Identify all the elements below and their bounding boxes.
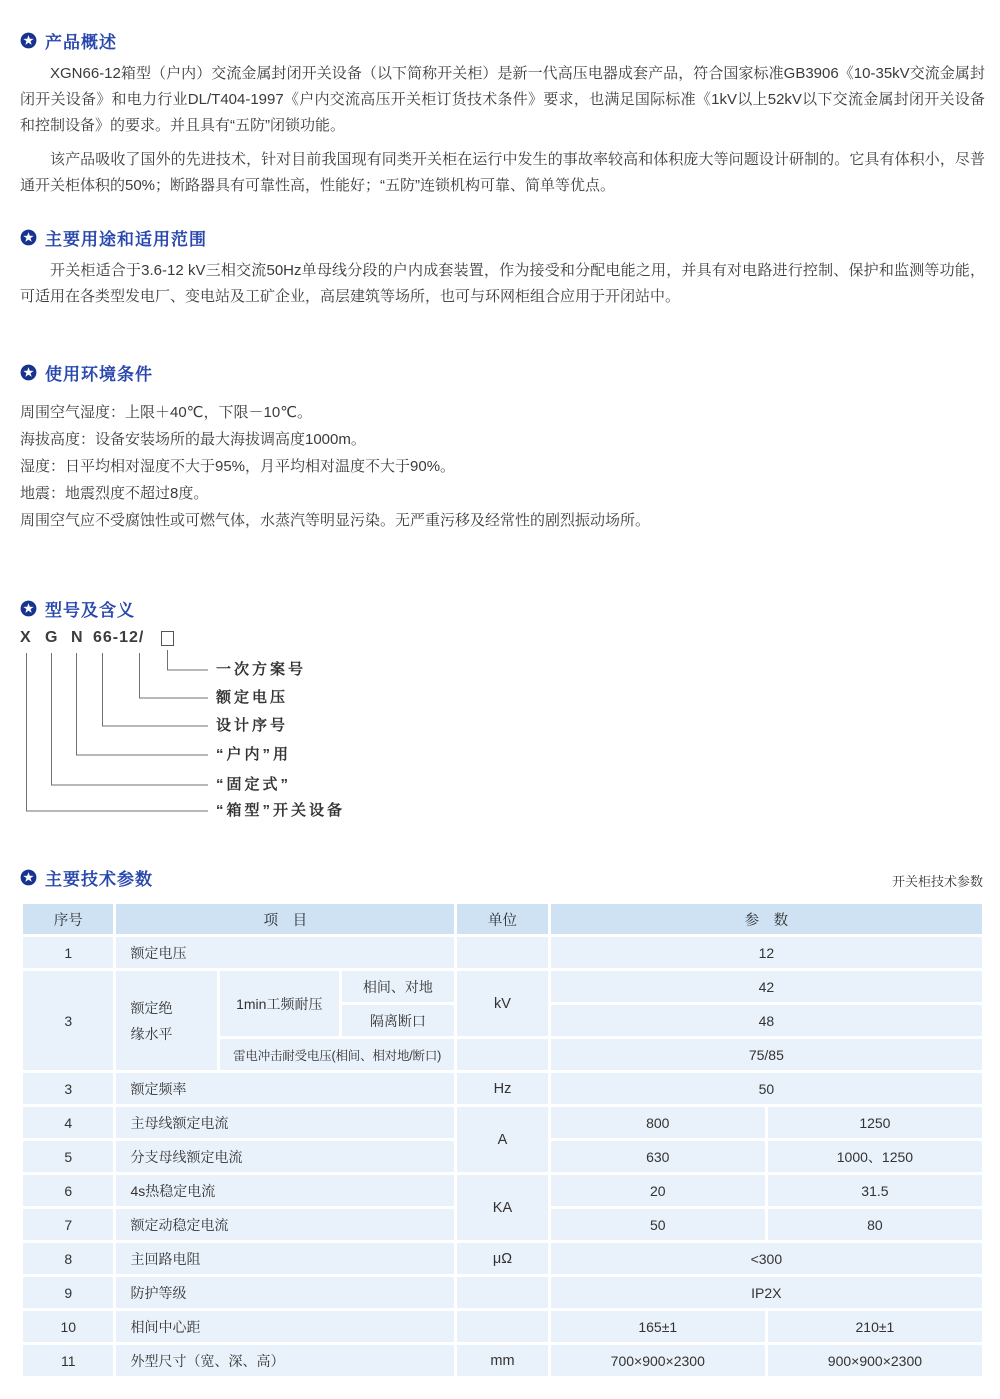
value-cell: 1250 [768, 1107, 982, 1138]
unit-cell: μΩ [457, 1243, 547, 1274]
unit-cell: kV [457, 971, 547, 1036]
model-label-voltage: 额定电压 [216, 689, 289, 706]
serial-cell: 1 [23, 937, 113, 968]
value-cell: 800 [551, 1107, 765, 1138]
overview-paragraph: 该产品吸收了国外的先进技术，针对目前我国现有同类开关柜在运行中发生的事故率较高和体积庞大等问题设计研制的。它具有体积小，尽普通开关柜体积的50%；断路器具有可靠性高，性能好；“五防”连锁机构可靠、简单等优点。 [20, 151, 985, 194]
model-code-letter: N [71, 629, 84, 646]
page-section-title: 型号及含义 [45, 601, 135, 620]
page-section-title: 主要用途和适用范围 [45, 230, 207, 249]
item-cell: 外型尺寸（宽、深、高） [116, 1345, 454, 1376]
item-cell [116, 971, 217, 1070]
section-technical-parameters [20, 865, 985, 1379]
star-in-circle-icon [20, 869, 37, 886]
environment-condition: 地震：地震烈度不超过8度。 [20, 485, 209, 502]
page-section-title: 产品概述 [45, 33, 117, 52]
value-cell: 50 [551, 1209, 765, 1240]
serial-cell: 4 [23, 1107, 113, 1138]
item-cell: 主母线额定电流 [116, 1107, 454, 1138]
unit-cell: Hz [457, 1073, 547, 1104]
serial-cell: 3 [23, 1073, 113, 1104]
unit-cell: A [457, 1107, 547, 1172]
header-cell-param: 参 数 [551, 904, 982, 934]
table-header-row [23, 904, 982, 934]
table-caption: 开关柜技术参数 [891, 874, 983, 889]
sub-item-cell: 雷电冲击耐受电压(相间、相对地/断口) [220, 1039, 454, 1070]
environment-condition: 湿度：日平均相对湿度不大于95%，月平均相对温度不大于90%。 [20, 458, 456, 475]
item-cell: 额定频率 [116, 1073, 454, 1104]
item-cell: 额定动稳定电流 [116, 1209, 454, 1240]
value-cell: 700×900×2300 [551, 1345, 765, 1376]
model-code-letter: G [45, 629, 59, 646]
item-label: 额定绝缘水平 [130, 999, 173, 1042]
value-cell: 48 [551, 1005, 982, 1036]
model-code-suffix: 66-12/ [93, 629, 145, 646]
model-label-fixed: “固定式” [216, 776, 292, 793]
section-model-meaning [20, 596, 985, 831]
item-cell: 防护等级 [116, 1277, 454, 1308]
environment-condition: 海拔高度：设备安装场所的最大海拔调高度1000m。 [20, 431, 366, 448]
model-code-letter: X [20, 629, 32, 646]
star-in-circle-icon [20, 600, 37, 617]
section-title-row [20, 596, 985, 621]
value-cell: 165±1 [551, 1311, 765, 1342]
serial-cell: 9 [23, 1277, 113, 1308]
value-cell: 210±1 [768, 1311, 982, 1342]
header-cell-item: 项 目 [116, 904, 454, 934]
item-cell: 相间中心距 [116, 1311, 454, 1342]
header-cell-unit: 单位 [457, 904, 547, 934]
table-row [23, 1243, 982, 1274]
unit-cell [457, 1039, 547, 1070]
model-label-indoor: “户内”用 [216, 746, 292, 763]
sub-item-cell: 1min工频耐压 [220, 971, 339, 1036]
model-label-design: 设计序号 [216, 717, 289, 734]
table-row [23, 1175, 982, 1206]
sub-item-cell: 相间、对地 [342, 971, 455, 1002]
section-title-row [20, 865, 985, 890]
usage-paragraph: 开关柜适合于3.6-12 kV三相交流50Hz单母线分段的户内成套装置，作为接受和分配电能之用，并具有对电路进行控制、保护和监测等功能，可适用在各类型发电厂、变电站及工矿企业，高层建筑等场所，也可与环网柜组合应用于开闭站中。 [20, 262, 985, 305]
model-label-scheme: 一次方案号 [216, 661, 307, 678]
value-cell: 12 [551, 937, 982, 968]
value-cell: <300 [551, 1243, 982, 1274]
environment-condition: 周围空气应不受腐蚀性或可燃气体，水蒸汽等明显污染。无严重污移及经常性的剧烈振动场所。 [20, 512, 651, 529]
section-usage-scope [20, 225, 985, 310]
environment-conditions-list [20, 399, 985, 534]
serial-cell: 5 [23, 1141, 113, 1172]
table-row [23, 1107, 982, 1138]
item-cell: 4s热稳定电流 [116, 1175, 454, 1206]
sub-item-cell: 隔离断口 [342, 1005, 455, 1036]
tech-params-table [20, 901, 985, 1379]
model-label-box-type: “箱型”开关设备 [216, 802, 346, 819]
page-section-title: 主要技术参数 [45, 870, 153, 889]
unit-cell [457, 937, 547, 968]
table-row [23, 937, 982, 968]
value-cell: 1000、1250 [768, 1141, 982, 1172]
star-in-circle-icon [20, 364, 37, 381]
model-code-diagram [20, 629, 985, 831]
header-cell-no: 序号 [23, 904, 113, 934]
table-row [23, 1073, 982, 1104]
value-cell: 50 [551, 1073, 982, 1104]
table-row [23, 971, 982, 1002]
serial-cell: 8 [23, 1243, 113, 1274]
value-cell: 20 [551, 1175, 765, 1206]
unit-cell [457, 1311, 547, 1342]
value-cell: 80 [768, 1209, 982, 1240]
unit-cell [457, 1277, 547, 1308]
star-in-circle-icon [20, 32, 37, 49]
star-in-circle-icon [20, 229, 37, 246]
value-cell: 42 [551, 971, 982, 1002]
serial-cell: 11 [23, 1345, 113, 1376]
value-cell: 75/85 [551, 1039, 982, 1070]
item-cell: 额定电压 [116, 937, 454, 968]
serial-cell: 3 [23, 971, 113, 1070]
item-cell: 分支母线额定电流 [116, 1141, 454, 1172]
section-title-row [20, 225, 985, 250]
serial-cell: 6 [23, 1175, 113, 1206]
unit-cell: KA [457, 1175, 547, 1240]
overview-paragraph: XGN66-12箱型（户内）交流金属封闭开关设备（以下简称开关柜）是新一代高压电器成套产品，符合国家标准GB3906《10-35kV交流金属封闭开关设备》和电力行业DL/T404-1997《户内交流高压开关柜订货技术条件》要求，也满足国际标准《1kV以上52kV以下交流金属封闭开关设备和控制设备》的要求。并且具有“五防”闭锁功能。 [20, 65, 985, 134]
table-row [23, 1311, 982, 1342]
serial-cell: 10 [23, 1311, 113, 1342]
section-title-row [20, 360, 985, 385]
value-cell: 31.5 [768, 1175, 982, 1206]
section-product-overview [20, 28, 985, 199]
unit-cell: mm [457, 1345, 547, 1376]
serial-cell: 7 [23, 1209, 113, 1240]
page-section-title: 使用环境条件 [45, 365, 153, 384]
environment-condition: 周围空气湿度：上限＋40℃，下限－10℃。 [20, 404, 313, 421]
table-row [23, 1277, 982, 1308]
value-cell: 900×900×2300 [768, 1345, 982, 1376]
section-environment-conditions [20, 360, 985, 534]
value-cell: 630 [551, 1141, 765, 1172]
table-row [23, 1345, 982, 1376]
value-cell: IP2X [551, 1277, 982, 1308]
item-cell: 主回路电阻 [116, 1243, 454, 1274]
section-title-row [20, 28, 985, 53]
